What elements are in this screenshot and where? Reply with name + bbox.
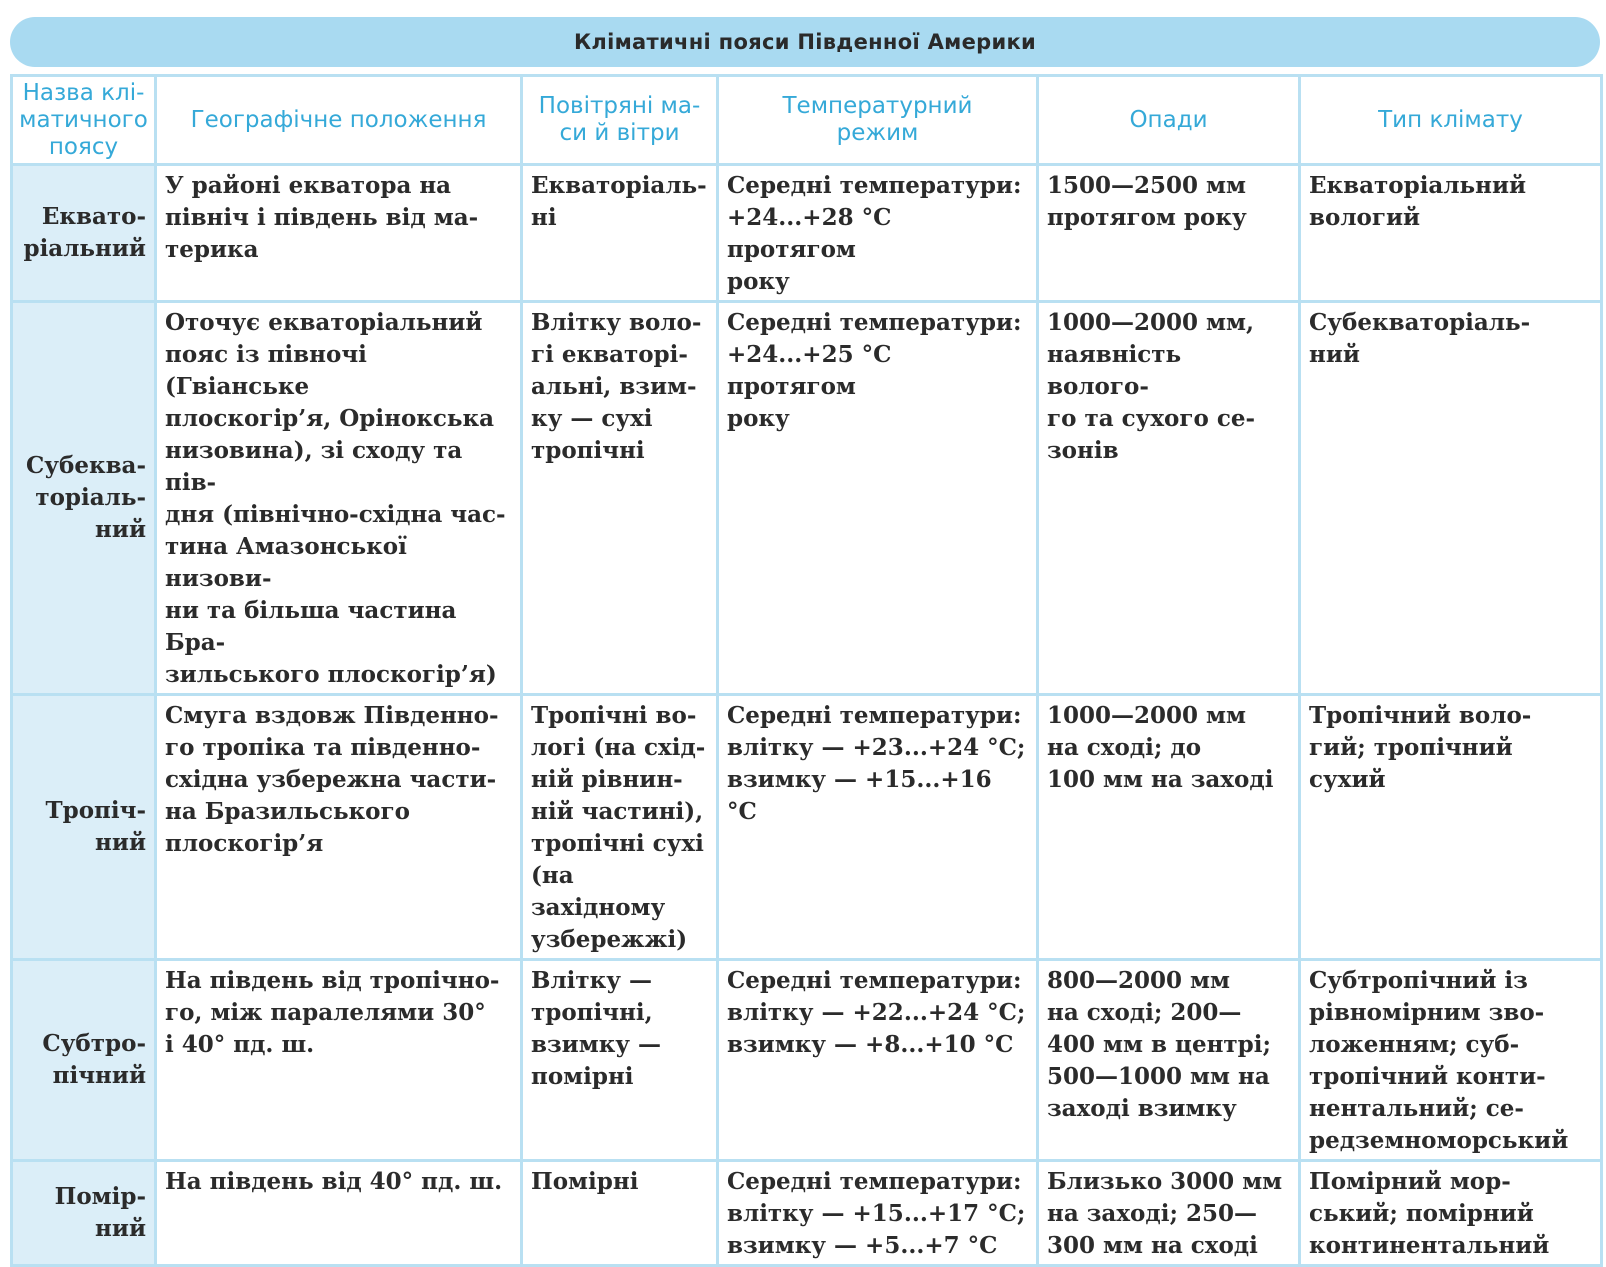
zone-name-cell: Тропіч- ний [12,695,156,960]
table-row [12,302,1602,695]
temperature-cell: Середні температури: влітку — +23...+24 °С; взимку — +15...+16 °С [718,695,1038,960]
temperature-cell: Середні температури: +24...+25 °С протягом року [718,302,1038,695]
position-cell: Оточує екваторіальний пояс із півночі (Гвіанське плоскогір’я, Орінокська низовина), зі сходу та пів- дня (північно-східна час- тина Амазонської низови- ни та більша частина Бра- зильського плоскогір’я) [156,302,522,695]
header-climate-type: Тип клімату [1300,76,1602,165]
precipitation-cell: 1000—2000 мм, наявність волого- го та сухого се- зонів [1038,302,1300,695]
table-title-bar [10,17,1600,67]
header-air-masses: Повітряні ма- си й вітри [522,76,718,165]
position-cell: На південь від 40° пд. ш. [156,1161,522,1266]
table-title: Кліматичні пояси Південної Америки [573,30,1037,54]
zone-name-cell: Субеква- торіаль- ний [12,302,156,695]
climate-type-cell: Екваторіальний вологий [1300,165,1602,302]
header-geographic-position: Географічне положення [156,76,522,165]
temperature-cell: Середні температури: +24...+28 °С протягом року [718,165,1038,302]
header-row [12,76,1602,165]
precipitation-cell: 1000—2000 мм на сході; до 100 мм на заході [1038,695,1300,960]
table-row [12,960,1602,1161]
header-zone-name: Назва клі- матичного поясу [12,76,156,165]
air-masses-cell: Помірні [522,1161,718,1266]
precipitation-cell: 1500—2500 мм протягом року [1038,165,1300,302]
temperature-cell: Середні температури: влітку — +15...+17 °С; взимку — +5...+7 °С [718,1161,1038,1266]
climate-type-cell: Субтропічний із рівномірним зво- ложенням; суб- тропічний конти- нентальний; се- редземноморський [1300,960,1602,1161]
header-temperature: Температурний режим [718,76,1038,165]
climate-zones-table [10,74,1603,1267]
precipitation-cell: 800—2000 мм на сході; 200— 400 мм в центрі; 500—1000 мм на заході взимку [1038,960,1300,1161]
air-masses-cell: Влітку воло- гі екваторі- альні, взим- ку — сухі тропічні [522,302,718,695]
climate-type-cell: Тропічний воло- гий; тропічний сухий [1300,695,1602,960]
air-masses-cell: Влітку — тропічні, взимку — помірні [522,960,718,1161]
climate-type-cell: Субекваторіаль- ний [1300,302,1602,695]
zone-name-cell: Помір- ний [12,1161,156,1266]
table-row [12,1161,1602,1266]
air-masses-cell: Екваторіаль- ні [522,165,718,302]
header-precipitation: Опади [1038,76,1300,165]
air-masses-cell: Тропічні во- логі (на схід- ній рівнин- ній частині), тропічні сухі (на західному узбережжі) [522,695,718,960]
temperature-cell: Середні температури: влітку — +22...+24 °С; взимку — +8...+10 °С [718,960,1038,1161]
zone-name-cell: Субтро- пічний [12,960,156,1161]
climate-type-cell: Помірний мор- ський; помірний континентальний [1300,1161,1602,1266]
precipitation-cell: Близько 3000 мм на заході; 250— 300 мм на сході [1038,1161,1300,1266]
zone-name-cell: Еквато- ріальний [12,165,156,302]
position-cell: У районі екватора на північ і південь від ма- терика [156,165,522,302]
table-row [12,695,1602,960]
position-cell: На південь від тропічно- го, між паралелями 30° і 40° пд. ш. [156,960,522,1161]
position-cell: Смуга вздовж Південно- го тропіка та південно- східна узбережна части- на Бразильського плоскогір’я [156,695,522,960]
table-row [12,165,1602,302]
